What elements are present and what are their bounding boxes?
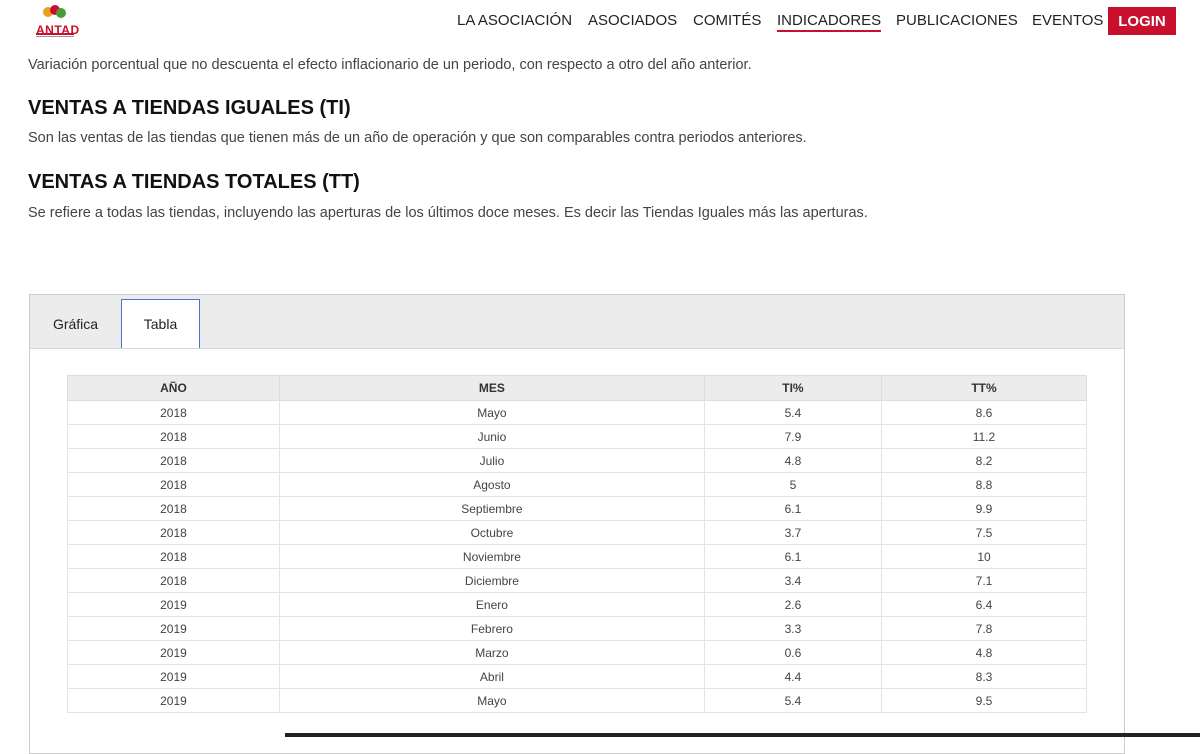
table-row [68,569,1087,593]
table-row [68,449,1087,473]
cell-tt: 8.8 [882,473,1087,497]
ti-description: Son las ventas de las tiendas que tienen más de un año de operación y que son comparables contra periodos anteriores. [28,130,807,146]
nav-item-la-asociacion[interactable]: LA ASOCIACIÓN [457,12,573,29]
cell-year: 2018 [68,521,280,545]
cell-ti: 2.6 [704,593,881,617]
cell-ti: 3.4 [704,569,881,593]
cell-ti: 6.1 [704,545,881,569]
cell-year: 2018 [68,497,280,521]
cell-year: 2019 [68,665,280,689]
table-row [68,689,1087,713]
cell-month: Diciembre [279,569,704,593]
cell-ti: 3.3 [704,617,881,641]
cell-year: 2018 [68,449,280,473]
cell-month: Junio [279,425,704,449]
cell-month: Noviembre [279,545,704,569]
cell-year: 2018 [68,569,280,593]
cell-year: 2018 [68,401,280,425]
cell-tt: 7.1 [882,569,1087,593]
cell-ti: 4.4 [704,665,881,689]
cell-ti: 6.1 [704,497,881,521]
cell-tt: 6.4 [882,593,1087,617]
cell-month: Mayo [279,401,704,425]
nav-item-asociados[interactable]: ASOCIADOS [588,12,678,29]
cell-tt: 9.5 [882,689,1087,713]
table-row [68,521,1087,545]
indicators-table [67,375,1087,713]
table-row [68,473,1087,497]
intro-text: Variación porcentual que no descuenta el efecto inflacionario de un periodo, con respecto a otro del año anterior. [28,57,752,73]
cell-month: Febrero [279,617,704,641]
horizontal-scrollbar[interactable] [285,733,1200,737]
tt-description: Se refiere a todas las tiendas, incluyendo las aperturas de los últimos doce meses. Es decir las Tiendas Iguales más las aperturas. [28,205,868,221]
cell-month: Marzo [279,641,704,665]
nav-item-comites[interactable]: COMITÉS [693,12,762,29]
cell-month: Abril [279,665,704,689]
table-row [68,617,1087,641]
cell-year: 2018 [68,545,280,569]
cell-ti: 4.8 [704,449,881,473]
logo-text: ANTAD [36,23,80,37]
table-row [68,545,1087,569]
table-body [68,401,1087,713]
cell-month: Enero [279,593,704,617]
column-header-year[interactable]: AÑO [68,376,280,401]
cell-month: Mayo [279,689,704,713]
cell-ti: 0.6 [704,641,881,665]
column-header-tt[interactable]: TT% [882,376,1087,401]
tab-tabla[interactable]: Tabla [121,299,200,348]
cell-tt: 9.9 [882,497,1087,521]
table-row [68,665,1087,689]
login-button[interactable]: LOGIN [1108,7,1176,35]
tab-bar [30,295,1124,349]
table-header-row [68,376,1087,401]
table-row [68,425,1087,449]
cell-year: 2018 [68,473,280,497]
nav-item-indicadores[interactable]: INDICADORES [777,12,881,32]
main-nav [0,0,1200,44]
cell-ti: 7.9 [704,425,881,449]
cell-tt: 8.6 [882,401,1087,425]
cell-tt: 8.2 [882,449,1087,473]
cell-ti: 5.4 [704,401,881,425]
cell-tt: 7.8 [882,617,1087,641]
cell-year: 2019 [68,617,280,641]
cell-month: Julio [279,449,704,473]
cell-ti: 5.4 [704,689,881,713]
cell-tt: 8.3 [882,665,1087,689]
cell-ti: 3.7 [704,521,881,545]
cell-year: 2019 [68,641,280,665]
cell-year: 2018 [68,425,280,449]
cell-tt: 7.5 [882,521,1087,545]
cell-tt: 10 [882,545,1087,569]
tab-grafica[interactable]: Gráfica [52,315,99,332]
tt-heading: VENTAS A TIENDAS TOTALES (TT) [28,171,360,193]
cell-year: 2019 [68,689,280,713]
cell-month: Octubre [279,521,704,545]
cell-tt: 4.8 [882,641,1087,665]
cell-month: Septiembre [279,497,704,521]
table-row [68,593,1087,617]
cell-tt: 11.2 [882,425,1087,449]
cell-month: Agosto [279,473,704,497]
column-header-month[interactable]: MES [279,376,704,401]
cell-ti: 5 [704,473,881,497]
cell-year: 2019 [68,593,280,617]
nav-item-eventos[interactable]: EVENTOS [1032,12,1104,29]
column-header-ti[interactable]: TI% [704,376,881,401]
ti-heading: VENTAS A TIENDAS IGUALES (TI) [28,97,351,119]
top-navigation-bar [0,0,1200,44]
indicators-widget [29,294,1125,754]
table-row [68,497,1087,521]
nav-item-publicaciones[interactable]: PUBLICACIONES [896,12,1018,29]
table-row [68,641,1087,665]
table-row [68,401,1087,425]
